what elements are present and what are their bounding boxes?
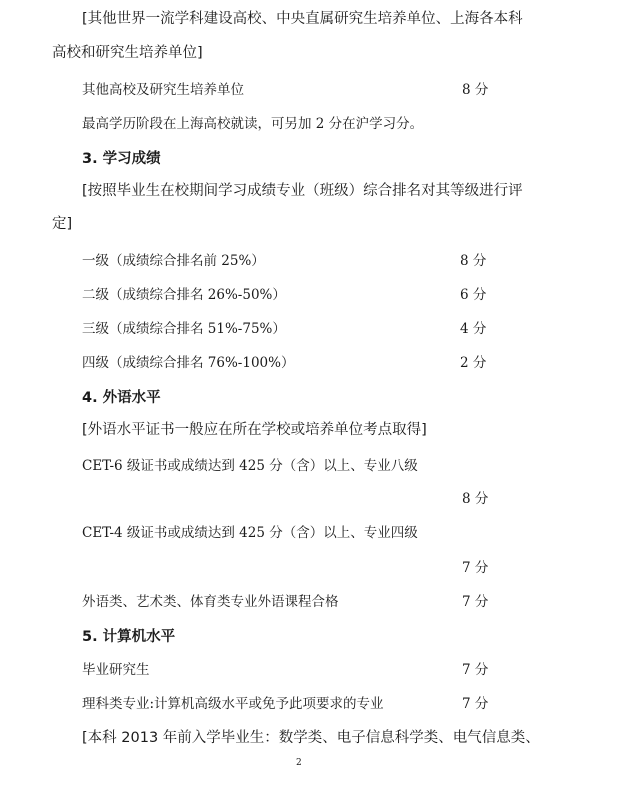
- grade-level-label: 二级（成绩综合排名 26%-50%）: [82, 287, 286, 303]
- section-heading-language: 4. 外语水平: [82, 390, 161, 406]
- grades-note-line1: [按照毕业生在校期间学习成绩专业（班级）综合排名对其等级进行评: [82, 183, 523, 199]
- section-heading-computer: 5. 计算机水平: [82, 629, 176, 645]
- shanghai-extra-note: 最高学历阶段在上海高校就读，可另加 2 分在沪学习分。: [82, 116, 424, 132]
- grade-level-score: 6 分: [460, 287, 487, 303]
- undergrad-note: [本科 2013 年前入学毕业生：数学类、电子信息科学类、电气信息类、: [82, 730, 540, 746]
- grade-level-label: 一级（成绩综合排名前 25%）: [82, 253, 265, 269]
- cet4-score: 7 分: [462, 560, 489, 576]
- cet4-label: CET-4 级证书或成绩达到 425 分（含）以上、专业四级: [82, 525, 418, 541]
- grade-level-label: 四级（成绩综合排名 76%-100%）: [82, 355, 295, 371]
- science-major-score: 7 分: [462, 696, 489, 712]
- grade-level-score: 2 分: [460, 355, 487, 371]
- bracket-note-line1: [其他世界一流学科建设高校、中央直属研究生培养单位、上海各本科: [82, 11, 523, 27]
- graduate-score: 7 分: [462, 662, 489, 678]
- arts-language-score: 7 分: [462, 594, 489, 610]
- section-heading-grades: 3. 学习成绩: [82, 151, 161, 167]
- cet6-label: CET-6 级证书或成绩达到 425 分（含）以上、专业八级: [82, 458, 418, 474]
- other-institutions-label: 其他高校及研究生培养单位: [82, 82, 244, 98]
- science-major-label: 理科类专业:计算机高级水平或免予此项要求的专业: [82, 696, 384, 712]
- grade-level-score: 4 分: [460, 321, 487, 337]
- other-institutions-score: 8 分: [462, 82, 489, 98]
- grade-level-label: 三级（成绩综合排名 51%-75%）: [82, 321, 286, 337]
- bracket-note-line2: 高校和研究生培养单位]: [52, 45, 203, 61]
- grades-note-line2: 定]: [52, 216, 73, 232]
- language-note: [外语水平证书一般应在所在学校或培养单位考点取得]: [82, 422, 427, 438]
- cet6-score: 8 分: [462, 491, 489, 507]
- page-number: 2: [296, 758, 302, 768]
- grade-level-score: 8 分: [460, 253, 487, 269]
- arts-language-label: 外语类、艺术类、体育类专业外语课程合格: [82, 594, 339, 610]
- graduate-label: 毕业研究生: [82, 662, 150, 678]
